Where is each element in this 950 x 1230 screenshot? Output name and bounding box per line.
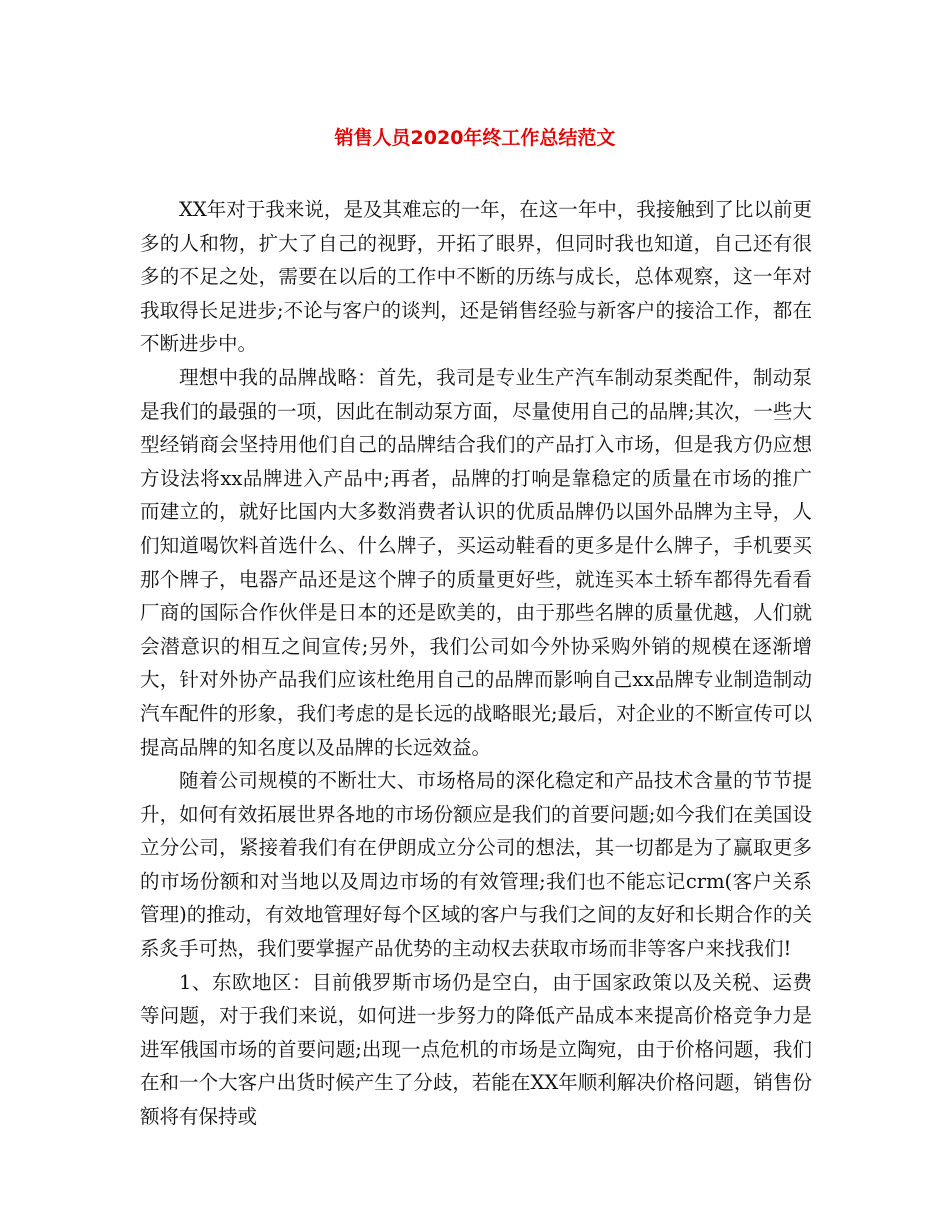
paragraph-2: 理想中我的品牌战略：首先，我司是专业生产汽车制动泵类配件，制动泵是我们的最强的一项，因此在制动泵方面，尽量使用自己的品牌;其次，一些大型经销商会坚持用他们自己的品牌结合我们的产品打入市场，但是我方仍应想方设法将xx品牌进入产品中;再者，品牌的打响是靠稳定的质量在市场的推广而建立的，就好比国内大多数消费者认识的优质品牌仍以国外品牌为主导，人们知道喝饮料首选什么、什么牌子，买运动鞋看的更多是什么牌子，手机要买那个牌子，电器产品还是这个牌子的质量更好些，就连买本土轿车都得先看看厂商的国际合作伙伴是日本的还是欧美的，由于那些名牌的质量优越，人们就会潜意识的相互之间宣传;另外，我们公司如今外协采购外销的规模在逐渐增大，针对外协产品我们应该杜绝用自己的品牌而影响自己xx品牌专业制造制动汽车配件的形象，我们考虑的是长远的战略眼光;最后，对企业的不断宣传可以提高品牌的知名度以及品牌的长远效益。 (140, 365, 812, 759)
paragraph-3: 随着公司规模的不断壮大、市场格局的深化稳定和产品技术含量的节节提升，如何有效拓展世界各地的市场份额应是我们的首要问题;如今我们在美国设立分公司，紧接着我们有在伊朗成立分公司的想法，其一切都是为了赢取更多的市场份额和对当地以及周边市场的有效管理;我们也不能忘记crm(客户关系管理)的推动，有效地管理好每个区域的客户与我们之间的友好和长期合作的关系炙手可热，我们要掌握产品优势的主动权去获取市场而非等客户来找我们! (140, 769, 812, 961)
paragraph-4: 1、东欧地区：目前俄罗斯市场仍是空白，由于国家政策以及关税、运费等问题，对于我们来说，如何进一步努力的降低产品成本来提高价格竞争力是进军俄国市场的首要问题;出现一点危机的市场是立陶宛，由于价格问题，我们在和一个大客户出货时候产生了分歧，若能在XX年顺利解决价格问题，销售份额将有保持或 (140, 970, 812, 1129)
paragraph-1: XX年对于我来说，是及其难忘的一年，在这一年中，我接触到了比以前更多的人和物，扩大了自己的视野，开拓了眼界，但同时我也知道，自己还有很多的不足之处，需要在以后的工作中不断的历练与成长，总体观察，这一年对我取得长足进步;不论与客户的谈判，还是销售经验与新客户的接洽工作，都在不断进步中。 (140, 198, 812, 356)
document-body (140, 193, 812, 1134)
document-title: 销售人员2020年终工作总结范文 (334, 127, 616, 149)
